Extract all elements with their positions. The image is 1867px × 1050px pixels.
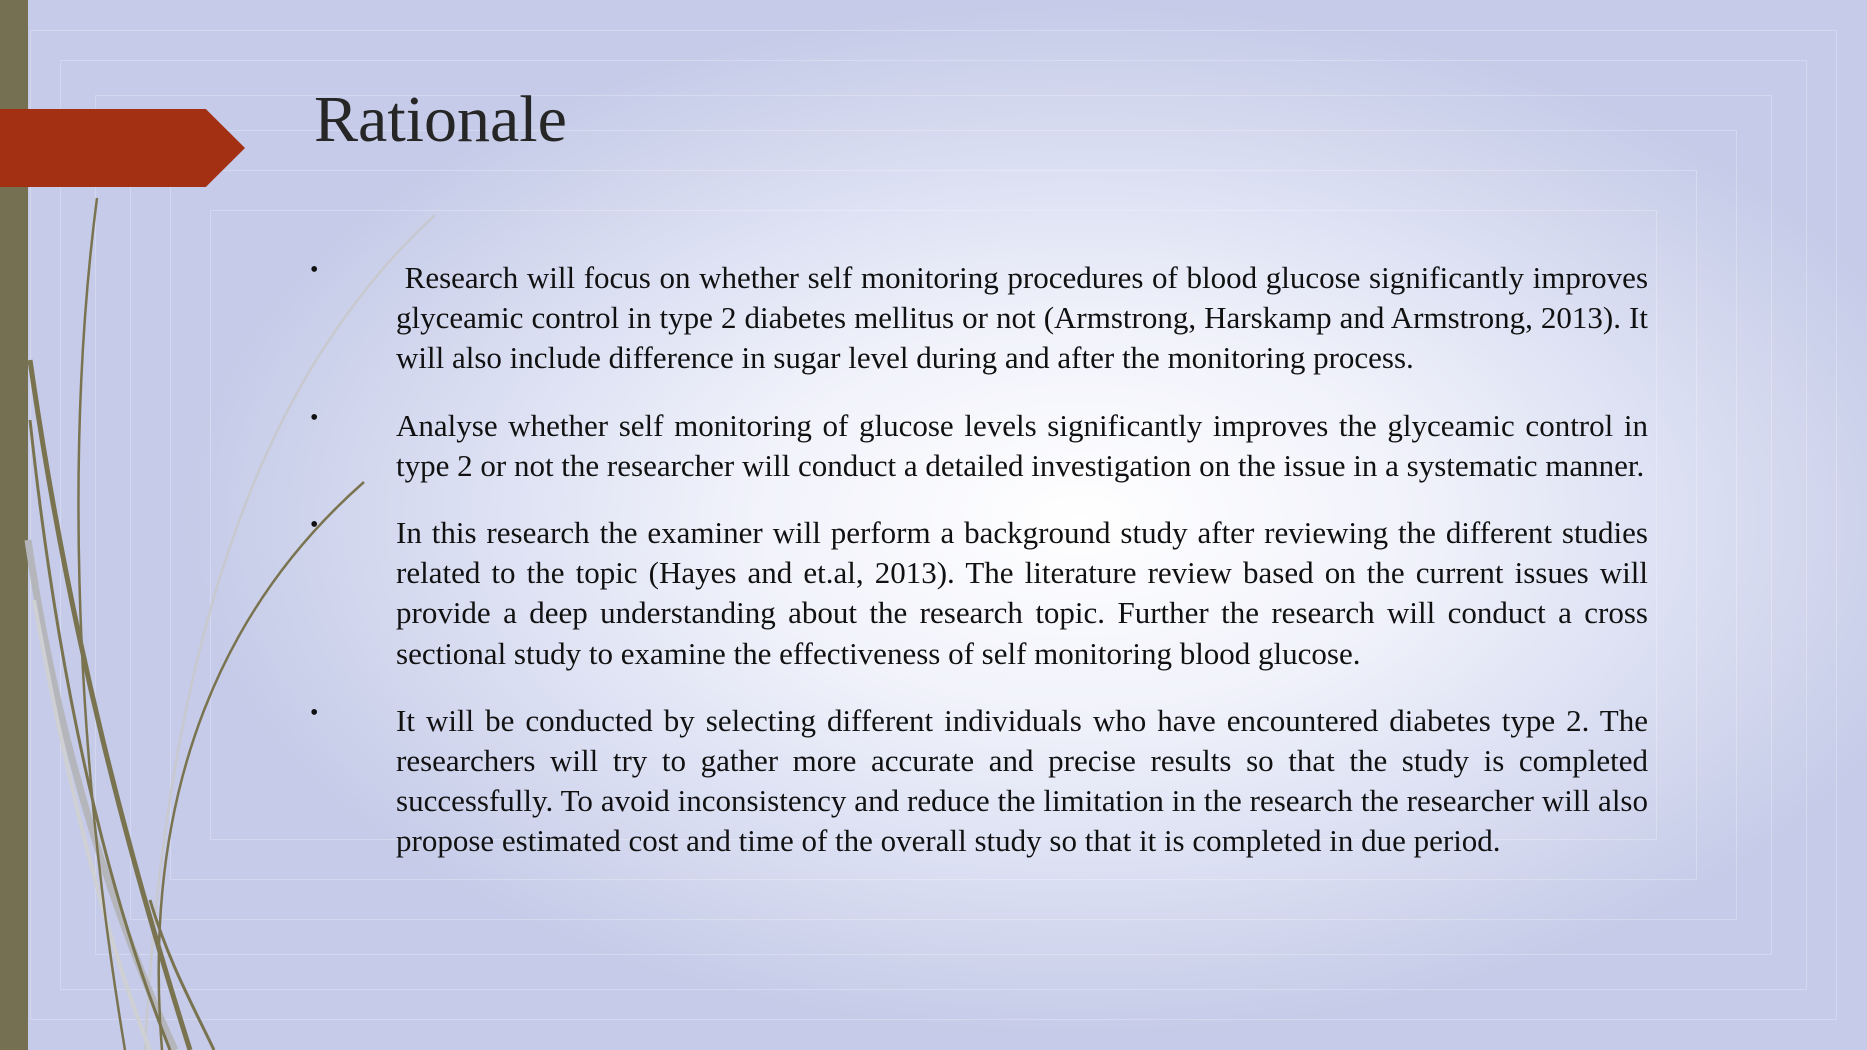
title-accent-tab xyxy=(0,109,245,187)
bullet-item xyxy=(310,257,1656,379)
bullet-item xyxy=(310,701,1648,862)
bullet-item xyxy=(310,513,1648,674)
slide-title: Rationale xyxy=(314,83,567,156)
bullet-text: It will be conducted by selecting different individuals who have encountered diabetes type 2. The researchers will try to gather more accurate and precise results so that the study is completed successfully. To avoid inconsistency and reduce the limitation in the research the researcher will also propose estimated cost and time of the overall study so that it is completed in due period. xyxy=(396,702,1648,859)
bullet-marker: • xyxy=(310,257,319,283)
bullet-text: In this research the examiner will perform a background study after reviewing the different studies related to the topic (Hayes and et.al, 2013). The literature review based on the current issues will provide a deep understanding about the research topic. Further the research will conduct a cross sectional study to examine the effectiveness of self monitoring blood glucose. xyxy=(396,515,1648,671)
bullet-marker: • xyxy=(310,699,319,726)
bullet-marker: • xyxy=(310,404,319,431)
bullet-text: Analyse whether self monitoring of glucose levels significantly improves the glyceamic control in type 2 or not the researcher will conduct a detailed investigation on the issue in a systematic manner. xyxy=(396,407,1648,483)
bullet-marker: • xyxy=(310,512,319,539)
bullet-list xyxy=(310,257,1656,889)
bullet-text: Research will focus on whether self monitoring procedures of blood glucose significantly improves glyceamic control in type 2 diabetes mellitus or not (Armstrong, Harskamp and Armstrong, 2013). It will also include difference in sugar level during and after the monitoring process. xyxy=(396,260,1656,376)
bullet-item xyxy=(310,406,1648,486)
